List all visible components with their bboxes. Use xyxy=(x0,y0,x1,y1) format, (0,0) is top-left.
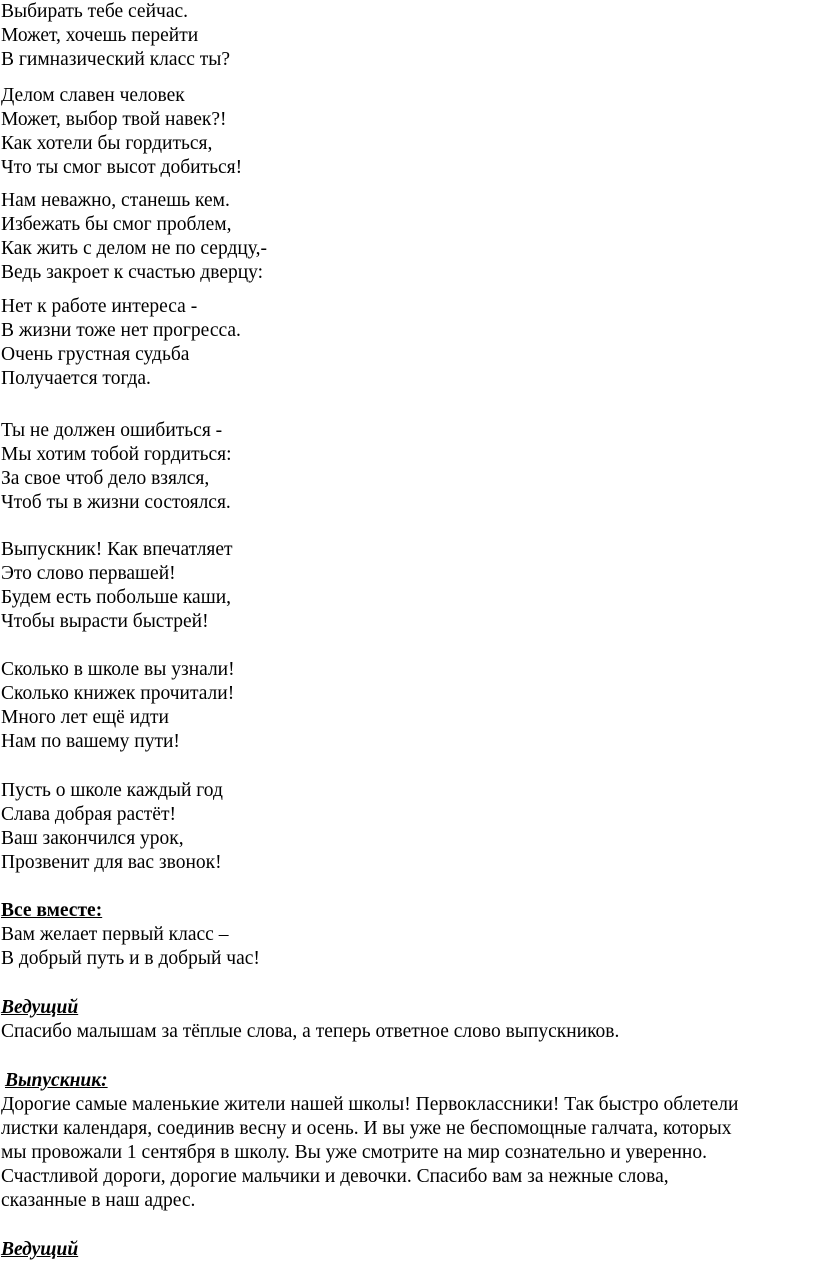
together-line: В добрый путь и в добрый час! xyxy=(1,948,260,969)
poem-line: Прозвенит для вас звонок! xyxy=(1,852,222,873)
poem-stanza-2 xyxy=(1,84,242,180)
host-heading: Ведущий xyxy=(1,997,79,1018)
host-block-2 xyxy=(1,1238,811,1262)
together-block xyxy=(1,899,260,971)
graduate-speech-line: листки календаря, соединив весну и осень. И вы уже не беспомощные галчата, которых xyxy=(1,1118,732,1139)
graduate-speech-line: сказанные в наш адрес. xyxy=(1,1190,196,1211)
poem-line: Будем есть побольше каши, xyxy=(1,587,232,608)
poem-line: Много лет ещё идти xyxy=(1,707,169,728)
together-heading: Все вместе: xyxy=(1,900,103,921)
poem-line: Нам неважно, станешь кем. xyxy=(1,190,230,211)
poem-line: Очень грустная судьба xyxy=(1,344,190,365)
poem-line: Чтоб ты в жизни состоялся. xyxy=(1,492,231,513)
poem-stanza-5 xyxy=(1,419,232,515)
poem-stanza-6 xyxy=(1,538,233,634)
poem-line: Может, хочешь перейти xyxy=(1,25,199,46)
poem-line: Ведь закроет к счастью дверцу: xyxy=(1,262,264,283)
graduate-speech-line: Дорогие самые маленькие жители нашей школы! Первоклассники! Так быстро облетели xyxy=(1,1094,739,1115)
poem-line: Может, выбор твой навек?! xyxy=(1,109,227,130)
host-text: Спасибо малышам за тёплые слова, а теперь ответное слово выпускников. xyxy=(1,1021,620,1042)
poem-line: Избежать бы смог проблем, xyxy=(1,214,232,235)
poem-line: Выбирать тебе сейчас. xyxy=(1,1,189,22)
poem-line: Сколько в школе вы узнали! xyxy=(1,659,235,680)
poem-stanza-7 xyxy=(1,658,235,754)
poem-line: Что ты смог высот добиться! xyxy=(1,157,243,178)
poem-line: Слава добрая растёт! xyxy=(1,804,176,825)
poem-line: Нам по вашему пути! xyxy=(1,731,180,752)
poem-line: Ваш закончился урок, xyxy=(1,828,184,849)
poem-line: В жизни тоже нет прогресса. xyxy=(1,320,241,341)
poem-line: Делом славен человек xyxy=(1,85,185,106)
poem-line: Пусть о школе каждый год xyxy=(1,780,223,801)
graduate-speech-line: Счастливой дороги, дорогие мальчики и девочки. Спасибо вам за нежные слова, xyxy=(1,1166,669,1187)
together-line: Вам желает первый класс – xyxy=(1,924,229,945)
graduate-speech-line: мы провожали 1 сентября в школу. Вы уже смотрите на мир сознательно и уверенно. xyxy=(1,1142,707,1163)
poem-stanza-1 xyxy=(1,0,230,72)
graduate-speech xyxy=(1,1093,811,1213)
graduate-heading: Выпускник: xyxy=(5,1070,108,1091)
poem-line: Как жить с делом не по сердцу,- xyxy=(1,238,267,259)
poem-line: За свое чтоб дело взялся, xyxy=(1,468,210,489)
poem-line: В гимназический класс ты? xyxy=(1,49,231,70)
poem-stanza-4 xyxy=(1,295,241,391)
poem-line: Сколько книжек прочитали! xyxy=(1,683,235,704)
poem-line: Это слово первашей! xyxy=(1,563,176,584)
poem-line: Как хотели бы гордиться, xyxy=(1,133,213,154)
host-heading: Ведущий xyxy=(1,1239,79,1260)
host-block-1 xyxy=(1,996,811,1044)
poem-line: Ты не должен ошибиться - xyxy=(1,420,223,441)
graduate-heading-block xyxy=(5,1069,815,1093)
poem-line: Мы хотим тобой гордиться: xyxy=(1,444,232,465)
poem-line: Нет к работе интереса - xyxy=(1,296,198,317)
poem-stanza-3 xyxy=(1,189,267,285)
poem-line: Чтобы вырасти быстрей! xyxy=(1,611,209,632)
poem-line: Получается тогда. xyxy=(1,368,151,389)
poem-stanza-8 xyxy=(1,779,223,875)
poem-line: Выпускник! Как впечатляет xyxy=(1,539,233,560)
